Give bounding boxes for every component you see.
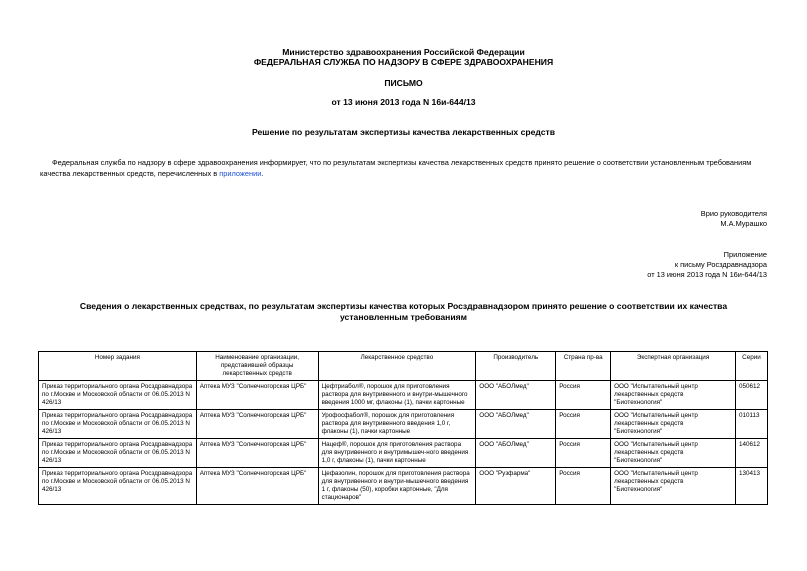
table-cell: Приказ территориального органа Росздравнадзора по г.Москве и Московской области от 06.05.2013 N 426/13 [39,410,197,439]
table-cell: ООО "АБОЛмед" [476,381,556,410]
table-cell: Аптека МУЗ "Солнечногорская ЦРБ" [196,381,318,410]
table-cell: Цефазолин, порошок для приготовления раствора для внутривенного и внутри-мышечного введения 1 г, флаконы (50), коробки картонные, "Для стационаров" [318,468,476,505]
table-cell: Нацеф®, порошок для приготовления раствора для внутривенного и внутримышеч-ного введения 1,0 г, флаконы (1), пачки картонные [318,439,476,468]
column-header: Лекарственное средство [318,352,476,381]
table-cell: Аптека МУЗ "Солнечногорская ЦРБ" [196,439,318,468]
appendix-link[interactable]: приложении [219,169,262,178]
body-text: Федеральная служба по надзору в сфере здравоохранения информирует, что по результатам экспертизы качества лекарственных средств принято решение о соответствии установленным требованиям качества лекарственных средств, перечисленных в [40,158,752,178]
drugs-table [38,351,768,505]
body-end: . [261,169,264,178]
document-subject: Решение по результатам экспертизы качества лекарственных средств [251,127,556,137]
column-header: Страна пр-ва [556,352,611,381]
table-cell: Приказ территориального органа Росздравнадзора по г.Москве и Московской области от 06.05.2013 N 426/13 [39,439,197,468]
table-cell: ООО "Испытательный центр лекарственных средств "Биотехнология" [611,439,736,468]
table-cell: 130413 [735,468,767,505]
table-cell: Цефтриабол®, порошок для приготовления раствора для внутривенного и внутри-мышечного введения 1000 мг, флаконы (1), пачки картонные [318,381,476,410]
body-paragraph [40,157,768,179]
table-cell: Россия [556,381,611,410]
table-cell: ООО "АБОЛмед" [476,439,556,468]
table-cell: Приказ территориального органа Росздравнадзора по г.Москве и Московской области от 06.05.2013 N 426/13 [39,381,197,410]
table-heading: Сведения о лекарственных средствах, по результатам экспертизы качества которых Росздравнадзором принято решение о соответствии их качества установленным требованиям [79,301,728,322]
column-header: Номер задания [39,352,197,381]
table-cell: 050612 [735,381,767,410]
table-header-row [39,352,768,381]
document-date: от 13 июня 2013 года N 16и-644/13 [331,97,476,107]
service-name: ФЕДЕРАЛЬНАЯ СЛУЖБА ПО НАДЗОРУ В СФЕРЕ ЗДРАВООХРАНЕНИЯ [253,57,554,67]
signatory-name: М.А.Мурашко [720,219,767,228]
column-header: Экспертная организация [611,352,736,381]
table-cell: Аптека МУЗ "Солнечногорская ЦРБ" [196,410,318,439]
table-row [39,381,768,410]
appendix-reference: к письму Росздравнадзора [674,260,767,269]
column-header: Наименование организации, представившей образцы лекарственных средств [196,352,318,381]
column-header: Серии [735,352,767,381]
ministry-name: Министерство здравоохранения Российской Федерации [282,47,525,57]
table-cell: Россия [556,439,611,468]
signatory-position: Врио руководителя [700,209,767,218]
signature-block [701,209,767,229]
table-cell: ООО "АБОЛмед" [476,410,556,439]
table-cell: Россия [556,468,611,505]
table-cell: ООО "Испытательный центр лекарственных средств "Биотехнология" [611,410,736,439]
table-cell: Аптека МУЗ "Солнечногорская ЦРБ" [196,468,318,505]
table-cell: ООО "Испытательный центр лекарственных средств "Биотехнология" [611,468,736,505]
appendix-label: Приложение [723,250,767,259]
column-header: Производитель [476,352,556,381]
appendix-date: от 13 июня 2013 года N 16и-644/13 [647,270,767,279]
table-cell: ООО "Рузфарма" [476,468,556,505]
table-row [39,468,768,505]
table-cell: 140612 [735,439,767,468]
appendix-block [647,250,767,280]
table-cell: Россия [556,410,611,439]
table-row [39,439,768,468]
table-cell: Приказ территориального органа Росздравнадзора по г.Москве и Московской области от 06.05.2013 N 426/13 [39,468,197,505]
table-row [39,410,768,439]
table-cell: 010113 [735,410,767,439]
document-type: ПИСЬМО [384,78,423,88]
table-cell: Урофосфабол®, порошок для приготовления раствора для внутривенного введения 1,0 г, флаконы (1), пачки картонные [318,410,476,439]
table-cell: ООО "Испытательный центр лекарственных средств "Биотехнология" [611,381,736,410]
